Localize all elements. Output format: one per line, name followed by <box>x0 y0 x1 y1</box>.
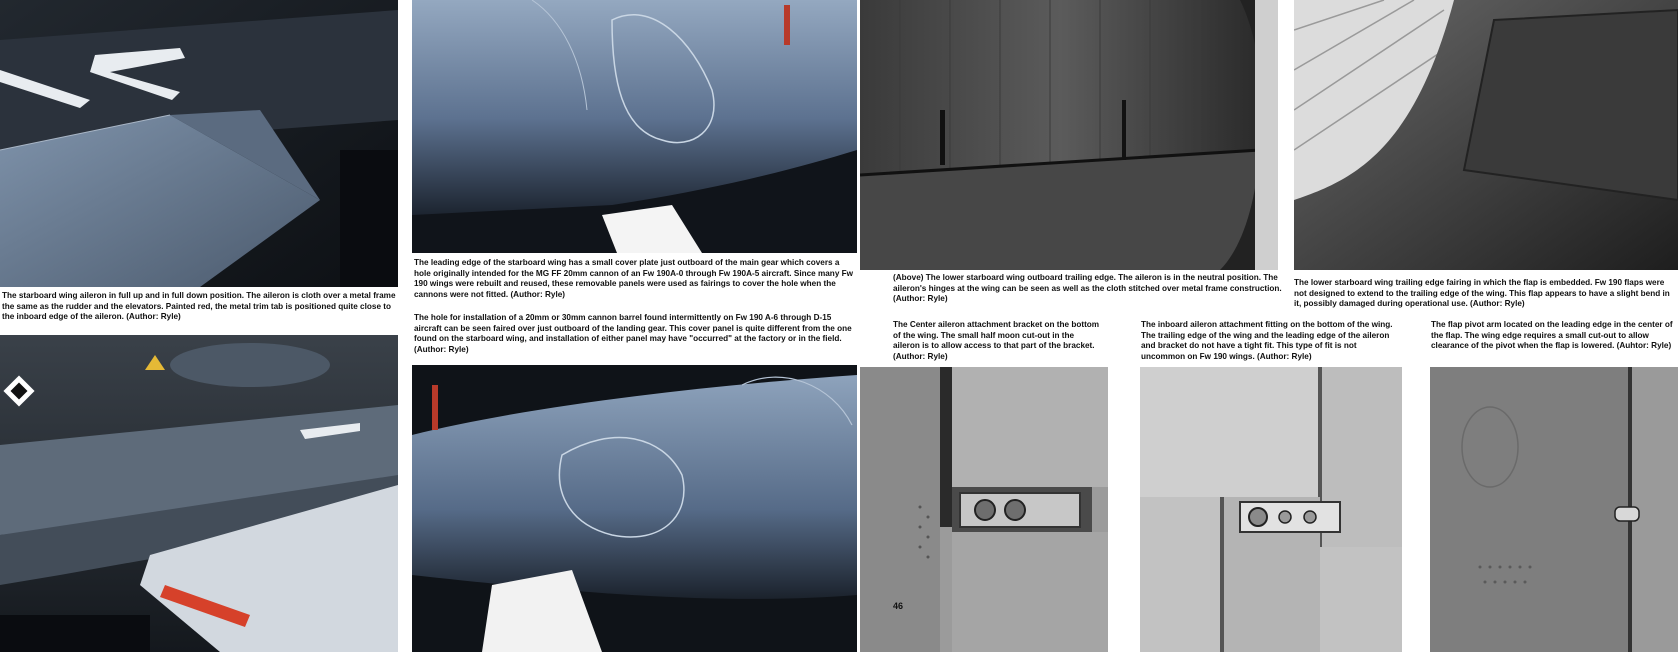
page-number: 46 <box>893 601 904 611</box>
photo-flap-fairing <box>1294 0 1678 270</box>
photo-flap-pivot <box>1430 367 1678 652</box>
caption-flap-fairing: The lower starboard wing trailing edge fairing in which the flap is embedded. Fw 190 flaps were not designed to extend to the trailing edge of the wing. This flap appears to have a slight bend in it, possibly damaged during operational use. (Author: Ryle) <box>1294 278 1670 309</box>
photo-cannon-fairing <box>412 365 857 652</box>
caption-aileron-positions: The starboard wing aileron in full up and in full down position. The aileron is cloth over a metal frame the same as the rudder and the elevators. Painted red, the metal trim tab is positioned quite close to the inboard edge of the aileron. (Author: Ryle) <box>2 291 396 322</box>
caption-cannon-barrel-hole: The hole for installation of a 20mm or 30mm cannon barrel found intermittently on Fw 190 A-6 through D-15 aircraft can be seen faired over just outboard of the landing gear. This cover panel is quite different from the one found on the starboard wing, and installation of either panel may have "occurred" at the factory or in the field. (Author: Ryle) <box>414 313 852 354</box>
caption-center-bracket: The Center aileron attachment bracket on the bottom of the wing. The small half moon cut-out in the aileron is to allow access to that part of the bracket. (Author: Ryle) <box>893 320 1100 361</box>
photo-aileron-down <box>0 335 398 652</box>
photo-leading-edge-cover <box>412 0 857 253</box>
photo-outboard-trailing-edge <box>860 0 1278 270</box>
photo-aileron-up <box>0 0 398 287</box>
caption-inboard-fitting: The inboard aileron attachment fitting on the bottom of the wing. The trailing edge of the wing and the leading edge of the aileron and bracket do not have a tight fit. This type of fit is not uncommon on Fw 190 wings. (Author: Ryle) <box>1141 320 1393 361</box>
caption-flap-pivot: The flap pivot arm located on the leading edge in the center of the flap. The wing edge requires a small cut-out to allow clearance of the pivot when the flap is lowered. (Auhtor: Ryle) <box>1431 320 1673 351</box>
caption-lower-outboard-trailing-edge: (Above) The lower starboard wing outboard trailing edge. The aileron is in the neutral position. The aileron's hinges at the wing can be seen as well as the cloth stitched over metal frame construction. (Author: Ryle) <box>893 273 1282 304</box>
caption-leading-edge-cover: The leading edge of the starboard wing has a small cover plate just outboard of the main gear which covers a hole originally intended for the MG FF 20mm cannon of an Fw 190A-0 through Fw 190A-5 aircraft. Since many Fw 190 wings were rebuilt and reused, these removable panels were used as fairings to cover the hole when the cannons were not fitted. (Author: Ryle) <box>414 258 854 299</box>
photo-inboard-fitting <box>1140 367 1402 652</box>
